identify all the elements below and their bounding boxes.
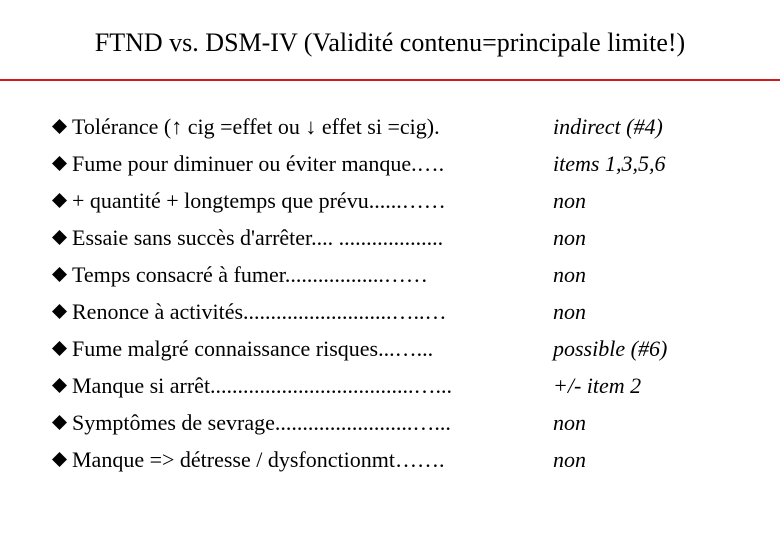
list-item	[0, 367, 780, 404]
diamond-bullet-icon	[52, 415, 67, 430]
criterion-value: non	[553, 188, 586, 213]
criterion-value: non	[553, 410, 586, 435]
diamond-bullet-icon	[52, 378, 67, 393]
criterion-value: +/- item 2	[553, 373, 642, 398]
diamond-bullet-icon	[52, 193, 67, 208]
diamond-bullet-icon	[52, 230, 67, 245]
criterion-label: Fume malgré connaissance risques...…...	[72, 336, 434, 361]
diamond-bullet-icon	[52, 304, 67, 319]
criterion-value: non	[553, 299, 586, 324]
criterion-value: non	[553, 262, 586, 287]
criterion-label: Renonce à activités...........................…..…	[72, 299, 447, 324]
criterion-value: indirect (#4)	[553, 114, 663, 139]
diamond-bullet-icon	[52, 452, 67, 467]
list-item	[0, 441, 780, 478]
list-item	[0, 182, 780, 219]
diamond-bullet-icon	[52, 119, 67, 134]
list-item	[0, 219, 780, 256]
criterion-value: items 1,3,5,6	[553, 151, 666, 176]
list-item	[0, 293, 780, 330]
diamond-bullet-icon	[52, 267, 67, 282]
criterion-label: Tolérance (↑ cig =effet ou ↓ effet si =cig).	[72, 114, 440, 139]
criterion-label: Symptômes de sevrage.........................…...	[72, 410, 451, 435]
criterion-value: non	[553, 447, 586, 472]
list-item	[0, 108, 780, 145]
slide-title: FTND vs. DSM-IV (Validité contenu=principale limite!)	[94, 28, 686, 57]
criterion-label: Fume pour diminuer ou éviter manque.….	[72, 151, 445, 176]
list-item	[0, 330, 780, 367]
diamond-bullet-icon	[52, 156, 67, 171]
criterion-label: Manque => détresse / dysfonctionmt…….	[72, 447, 445, 472]
diamond-bullet-icon	[52, 341, 67, 356]
list-item	[0, 145, 780, 182]
list-item	[0, 256, 780, 293]
criterion-label: + quantité + longtemps que prévu......……	[72, 188, 446, 213]
criterion-value: non	[553, 225, 586, 250]
criterion-label: Essaie sans succès d'arrêter.... ...................	[72, 225, 444, 250]
criterion-value: possible (#6)	[553, 336, 668, 361]
criterion-label: Manque si arrêt.....................................…...	[72, 373, 453, 398]
criterion-label: Temps consacré à fumer..................……	[72, 262, 428, 287]
list-item	[0, 404, 780, 441]
title-underline	[0, 79, 780, 81]
